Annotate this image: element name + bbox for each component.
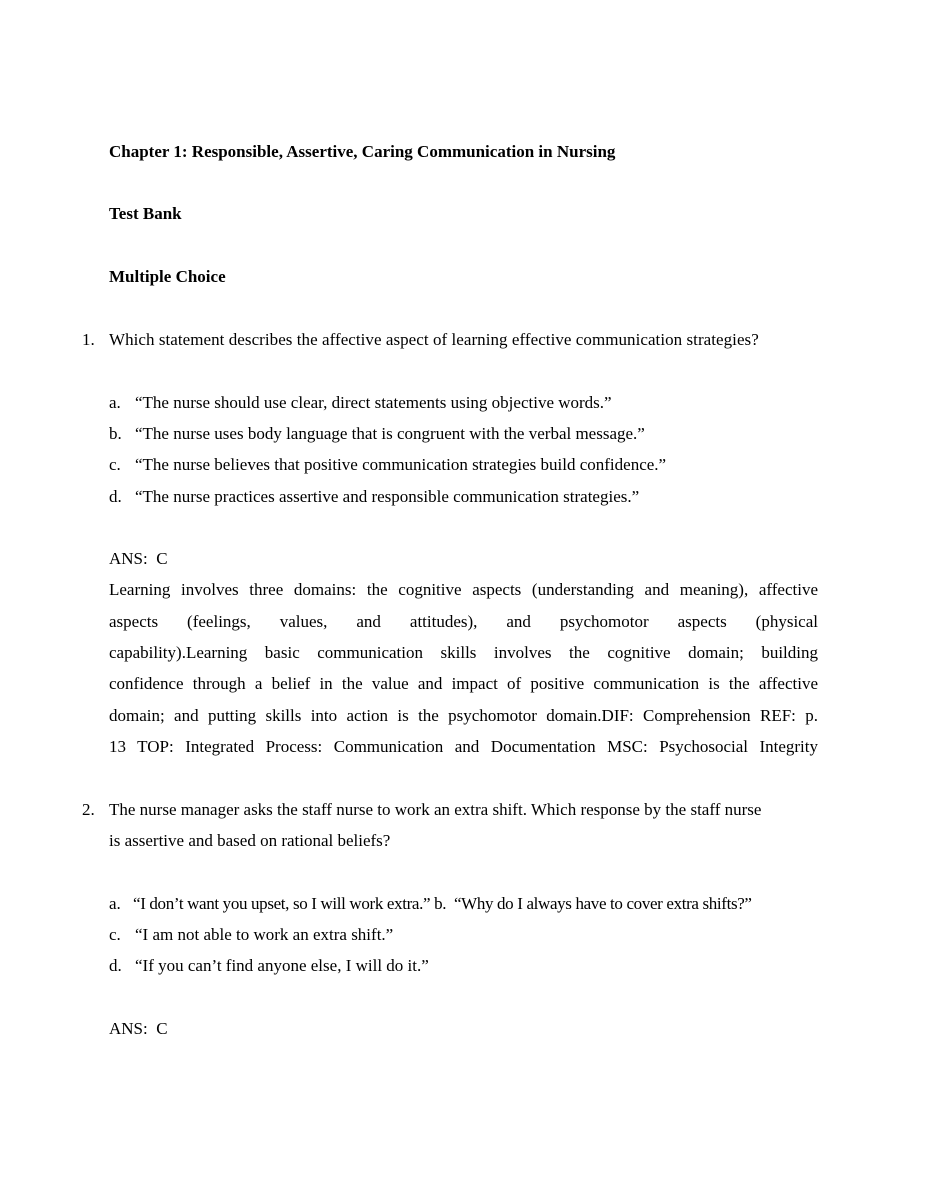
option-letter: c. (109, 455, 121, 474)
question-number: 2. (82, 800, 95, 819)
option-letter: a. (109, 393, 121, 412)
rationale-line: confidence through a belief in the value and impact of positive communication is the affective (109, 674, 818, 693)
answer-key: ANS: C (109, 549, 168, 568)
question-stem (109, 330, 818, 350)
question-number: 1. (82, 330, 95, 349)
option-letter: a. (109, 894, 121, 913)
answer-key: ANS: C (109, 1019, 168, 1038)
rationale-line: Learning involves three domains: the cognitive aspects (understanding and meaning), affective (109, 580, 818, 599)
rationale-line: 13 TOP: Integrated Process: Communication and Documentation MSC: Psychosocial Integrity (109, 737, 818, 756)
option-text: “The nurse uses body language that is congruent with the verbal message.” (135, 424, 645, 443)
option-letter: d. (109, 956, 122, 975)
rationale-line: aspects (feelings, values, and attitudes), and psychomotor aspects (physical (109, 612, 818, 631)
rationale-line: domain; and putting skills into action is the psychomotor domain.DIF: Comprehension REF: p. (109, 706, 818, 725)
option-letter: c. (109, 925, 121, 944)
rationale-line: capability).Learning basic communication skills involves the cognitive domain; building (109, 643, 818, 662)
option-letter: b. (109, 424, 122, 443)
option-text: “I don’t want you upset, so I will work extra.” b. “Why do I always have to cover extra shifts?” (133, 894, 752, 913)
section-heading: Multiple Choice (109, 267, 226, 286)
test-bank-heading: Test Bank (109, 204, 182, 223)
option-text: “If you can’t find anyone else, I will do it.” (135, 956, 429, 975)
option-text: “The nurse should use clear, direct statements using objective words.” (135, 393, 612, 412)
chapter-title: Chapter 1: Responsible, Assertive, Caring Communication in Nursing (109, 142, 616, 161)
question-stem-line: Which statement describes the affective aspect of learning effective communication strategies? (109, 330, 759, 349)
option-text: “I am not able to work an extra shift.” (135, 925, 394, 944)
question-stem-line: is assertive and based on rational beliefs? (109, 831, 391, 850)
question-stem-line: The nurse manager asks the staff nurse to work an extra shift. Which response by the staff nurse (109, 800, 762, 819)
option-text: “The nurse believes that positive communication strategies build confidence.” (135, 455, 667, 474)
option-text: “The nurse practices assertive and responsible communication strategies.” (135, 487, 640, 506)
option-letter: d. (109, 487, 122, 506)
